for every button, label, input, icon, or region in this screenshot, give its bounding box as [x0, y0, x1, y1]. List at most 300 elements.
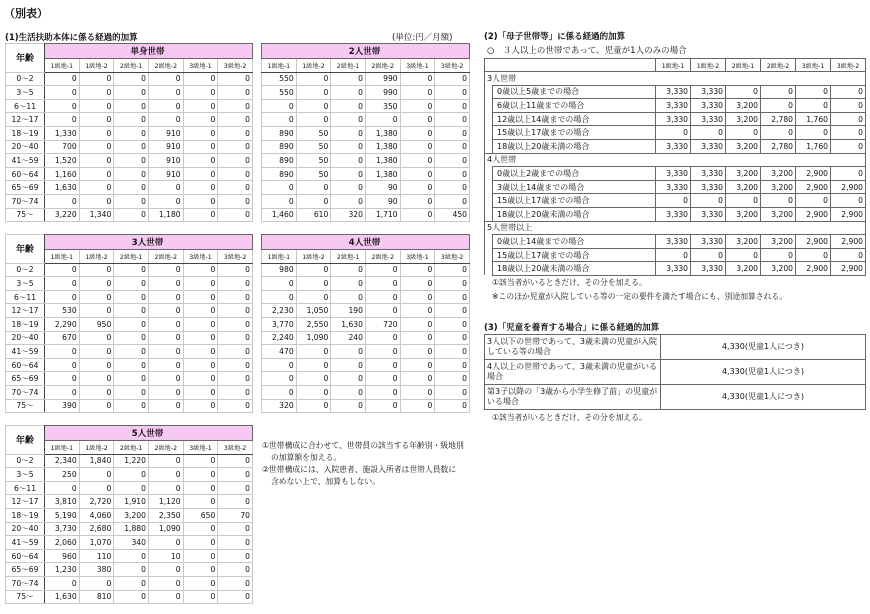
table-row	[6, 508, 253, 522]
value-cell: 0	[218, 358, 253, 372]
row-label: 18歳以上20歳未満の場合	[493, 207, 656, 221]
value-cell: 3,200	[726, 112, 761, 126]
value-cell: 2,230	[262, 304, 297, 318]
table-row	[485, 248, 866, 262]
table-row	[6, 208, 253, 222]
value-cell: 0	[148, 399, 183, 413]
table-row	[6, 399, 253, 413]
value-cell: 0	[831, 139, 866, 153]
value-cell: 0	[183, 576, 218, 590]
value-cell: 0	[262, 358, 297, 372]
value-cell: 1,340	[79, 208, 114, 222]
value-cell: 0	[218, 399, 253, 413]
value-cell: 3,330	[691, 167, 726, 181]
value-cell: 0	[183, 481, 218, 495]
table-row	[262, 317, 470, 331]
value-cell: 3,330	[691, 180, 726, 194]
value-cell: 3,330	[656, 139, 691, 153]
value-cell: 3,330	[691, 235, 726, 249]
value-cell: 0	[365, 372, 400, 386]
table-row	[262, 331, 470, 345]
value-cell: 0	[262, 99, 297, 113]
value-cell: 0	[114, 563, 149, 577]
value-cell: 2,680	[79, 522, 114, 536]
value-cell: 670	[45, 331, 80, 345]
table-row	[6, 317, 253, 331]
value-cell: 0	[218, 468, 253, 482]
value-cell: 0	[331, 99, 366, 113]
value-cell: 0	[218, 140, 253, 154]
value-cell: 0	[331, 140, 366, 154]
value-cell: 0	[183, 454, 218, 468]
indent-cell	[485, 99, 493, 113]
value-cell: 4,330(児童1人につき)	[661, 335, 866, 360]
column-header: 3級地-2	[218, 59, 253, 73]
household-header: 単身世帯	[45, 44, 253, 59]
table-row	[485, 262, 866, 276]
age-cell: 0～2	[6, 454, 45, 468]
value-cell: 2,780	[761, 139, 796, 153]
value-cell: 2,900	[796, 207, 831, 221]
value-cell: 0	[796, 194, 831, 208]
value-cell: 0	[656, 194, 691, 208]
value-cell: 0	[114, 549, 149, 563]
value-cell: 0	[218, 454, 253, 468]
value-cell: 2,060	[45, 536, 80, 550]
value-cell: 0	[148, 358, 183, 372]
value-cell: 0	[183, 208, 218, 222]
value-cell: 530	[45, 304, 80, 318]
age-cell: 6～11	[6, 99, 45, 113]
row-label: 3人以下の世帯であって、3歳未満の児童が入院している等の場合	[485, 335, 661, 360]
row-label: 6歳以上11歳までの場合	[493, 99, 656, 113]
value-cell: 0	[45, 481, 80, 495]
value-cell: 0	[114, 399, 149, 413]
value-cell: 1,880	[114, 522, 149, 536]
value-cell: 0	[331, 358, 366, 372]
value-cell: 1,180	[148, 208, 183, 222]
table-row	[485, 167, 866, 181]
value-cell: 0	[796, 99, 831, 113]
household-header: 4人世帯	[262, 235, 470, 250]
value-cell: 90	[365, 194, 400, 208]
value-cell: 0	[691, 194, 726, 208]
value-cell: 4,330(児童1人につき)	[661, 360, 866, 385]
value-cell: 0	[435, 358, 470, 372]
value-cell: 0	[79, 468, 114, 482]
value-cell: 0	[183, 181, 218, 195]
group-label: 4人世帯	[485, 153, 866, 167]
value-cell: 0	[435, 140, 470, 154]
value-cell: 2,900	[796, 262, 831, 276]
value-cell: 0	[79, 86, 114, 100]
group-row	[485, 153, 866, 167]
column-header: 1級地-2	[691, 59, 726, 72]
value-cell: 1,220	[114, 454, 149, 468]
value-cell: 0	[435, 317, 470, 331]
value-cell: 0	[114, 331, 149, 345]
value-cell: 0	[183, 399, 218, 413]
row-label: 15歳以上17歳までの場合	[493, 248, 656, 262]
value-cell: 0	[218, 345, 253, 359]
row-label: 4人以上の世帯であって、3歳未満の児童がいる場合	[485, 360, 661, 385]
value-cell: 0	[79, 99, 114, 113]
row-label: 0歳以上5歳までの場合	[493, 85, 656, 99]
value-cell: 0	[831, 99, 866, 113]
value-cell: 0	[183, 304, 218, 318]
value-cell: 0	[79, 126, 114, 140]
column-header: 1級地-1	[262, 250, 297, 264]
value-cell: 3,330	[656, 85, 691, 99]
table-row	[6, 481, 253, 495]
value-cell: 3,200	[761, 167, 796, 181]
value-cell: 2,720	[79, 495, 114, 509]
value-cell: 0	[365, 358, 400, 372]
value-cell: 700	[45, 140, 80, 154]
table-row	[262, 277, 470, 291]
section3-title: (3)「児童を養育する場合」に係る経過的加算	[484, 323, 660, 333]
value-cell: 0	[148, 590, 183, 604]
note-line: ①世帯構成に合わせて、世帯員の該当する年齢別・級地別	[262, 441, 464, 450]
value-cell: 0	[365, 263, 400, 277]
value-cell: 0	[79, 140, 114, 154]
value-cell: 0	[218, 167, 253, 181]
value-cell: 0	[183, 590, 218, 604]
value-cell: 2,350	[148, 508, 183, 522]
value-cell: 0	[183, 372, 218, 386]
value-cell: 1,380	[365, 126, 400, 140]
value-cell: 450	[435, 208, 470, 222]
value-cell: 3,200	[114, 508, 149, 522]
value-cell: 0	[726, 194, 761, 208]
value-cell: 0	[114, 167, 149, 181]
value-cell: 0	[79, 277, 114, 291]
value-cell: 250	[45, 468, 80, 482]
value-cell: 3,330	[691, 139, 726, 153]
value-cell: 0	[148, 304, 183, 318]
value-cell: 0	[183, 549, 218, 563]
value-cell: 0	[218, 72, 253, 86]
value-cell: 0	[148, 317, 183, 331]
value-cell: 0	[365, 113, 400, 127]
age-cell: 12～17	[6, 495, 45, 509]
value-cell: 950	[79, 317, 114, 331]
note-line: の加算額を加える。	[271, 453, 342, 462]
value-cell: 0	[148, 99, 183, 113]
table-row	[6, 126, 253, 140]
value-cell: 0	[183, 167, 218, 181]
value-cell: 0	[435, 154, 470, 168]
value-cell: 3,330	[656, 207, 691, 221]
age-cell: 75～	[6, 590, 45, 604]
value-cell: 0	[262, 194, 297, 208]
row-label: 18歳以上20歳未満の場合	[493, 262, 656, 276]
value-cell: 0	[183, 126, 218, 140]
age-cell: 70～74	[6, 385, 45, 399]
value-cell: 0	[45, 385, 80, 399]
value-cell: 0	[400, 345, 435, 359]
value-cell: 0	[831, 248, 866, 262]
value-cell: 3,330	[691, 99, 726, 113]
group-label: 5人世帯以上	[485, 221, 866, 235]
value-cell: 0	[691, 248, 726, 262]
value-cell: 1,090	[296, 331, 331, 345]
value-cell: 3,330	[656, 180, 691, 194]
value-cell: 0	[183, 72, 218, 86]
value-cell: 0	[365, 304, 400, 318]
value-cell: 3,330	[656, 235, 691, 249]
value-cell: 0	[400, 113, 435, 127]
column-header: 3級地-2	[218, 441, 253, 455]
column-header: 2級地-1	[331, 59, 366, 73]
value-cell: 1,760	[796, 112, 831, 126]
value-cell: 0	[761, 85, 796, 99]
value-cell: 0	[183, 522, 218, 536]
table-row	[6, 468, 253, 482]
value-cell: 3,330	[656, 167, 691, 181]
value-cell: 0	[435, 304, 470, 318]
column-header: 1級地-1	[45, 59, 80, 73]
value-cell: 50	[296, 126, 331, 140]
age-cell: 3～5	[6, 277, 45, 291]
boshi-table	[484, 58, 866, 276]
value-cell: 0	[114, 113, 149, 127]
value-cell: 0	[796, 248, 831, 262]
value-cell: 910	[148, 140, 183, 154]
column-header: 1級地-2	[296, 250, 331, 264]
age-cell: 20～40	[6, 140, 45, 154]
age-cell: 60～64	[6, 358, 45, 372]
value-cell: 0	[400, 140, 435, 154]
value-cell: 0	[148, 372, 183, 386]
value-cell: 0	[79, 72, 114, 86]
value-cell: 0	[148, 481, 183, 495]
table-row	[6, 304, 253, 318]
value-cell: 0	[183, 331, 218, 345]
section2-note-2: ※このほか児童が入院している等の一定の要件を満たす場合にも、別途加算される。	[492, 292, 788, 301]
value-cell: 0	[183, 99, 218, 113]
value-cell: 10	[148, 549, 183, 563]
value-cell: 0	[79, 358, 114, 372]
value-cell: 4,330(児童1人につき)	[661, 385, 866, 410]
column-header: 3級地-2	[831, 59, 866, 72]
table-row	[6, 522, 253, 536]
value-cell: 2,900	[831, 180, 866, 194]
table-row	[262, 167, 470, 181]
value-cell: 0	[400, 181, 435, 195]
value-cell: 0	[218, 154, 253, 168]
table-row	[262, 99, 470, 113]
value-cell: 0	[45, 277, 80, 291]
value-cell: 0	[218, 194, 253, 208]
value-cell: 0	[183, 358, 218, 372]
value-cell: 0	[331, 399, 366, 413]
value-cell: 320	[262, 399, 297, 413]
value-cell: 0	[148, 536, 183, 550]
value-cell: 910	[148, 154, 183, 168]
unit-label: (単位:円／月額)	[392, 33, 453, 43]
value-cell: 3,200	[726, 235, 761, 249]
value-cell: 0	[148, 194, 183, 208]
age-cell: 0～2	[6, 263, 45, 277]
table-row	[6, 536, 253, 550]
value-cell: 0	[114, 468, 149, 482]
age-cell: 12～17	[6, 113, 45, 127]
value-cell: 980	[262, 263, 297, 277]
value-cell: 0	[331, 277, 366, 291]
value-cell: 0	[218, 263, 253, 277]
column-header: 3級地-1	[183, 250, 218, 264]
value-cell: 0	[45, 576, 80, 590]
value-cell: 0	[45, 263, 80, 277]
indent-cell	[485, 139, 493, 153]
age-cell: 41～59	[6, 345, 45, 359]
column-header: 3級地-2	[435, 59, 470, 73]
value-cell: 910	[148, 167, 183, 181]
value-cell: 0	[400, 194, 435, 208]
value-cell: 0	[148, 576, 183, 590]
value-cell: 0	[331, 154, 366, 168]
value-cell: 0	[218, 317, 253, 331]
value-cell: 3,200	[726, 99, 761, 113]
column-header: 2級地-1	[726, 59, 761, 72]
value-cell: 470	[262, 345, 297, 359]
table-row	[6, 154, 253, 168]
value-cell: 2,900	[796, 180, 831, 194]
group-row	[485, 221, 866, 235]
value-cell: 0	[79, 263, 114, 277]
table-row	[262, 385, 470, 399]
value-cell: 0	[148, 72, 183, 86]
value-cell: 3,200	[726, 180, 761, 194]
column-header: 3級地-1	[400, 250, 435, 264]
value-cell: 0	[331, 113, 366, 127]
table-row	[262, 399, 470, 413]
section2-title: (2)「母子世帯等」に係る経過的加算	[484, 32, 626, 42]
value-cell: 1,910	[114, 495, 149, 509]
column-header: 3級地-2	[435, 250, 470, 264]
value-cell: 0	[435, 399, 470, 413]
value-cell: 0	[656, 248, 691, 262]
table-row	[6, 99, 253, 113]
value-cell: 2,900	[796, 167, 831, 181]
value-cell: 0	[365, 399, 400, 413]
table-row	[262, 181, 470, 195]
value-cell: 0	[218, 86, 253, 100]
column-header: 1級地-2	[79, 441, 114, 455]
value-cell: 0	[183, 194, 218, 208]
value-cell: 3,220	[45, 208, 80, 222]
household-table	[5, 234, 253, 413]
value-cell: 3,200	[761, 262, 796, 276]
value-cell: 0	[45, 99, 80, 113]
table-row	[262, 290, 470, 304]
value-cell: 0	[183, 317, 218, 331]
column-header: 2級地-2	[148, 59, 183, 73]
value-cell: 3,200	[761, 180, 796, 194]
table-row	[6, 290, 253, 304]
value-cell: 0	[400, 86, 435, 100]
value-cell: 890	[262, 154, 297, 168]
table-row	[6, 454, 253, 468]
table-row	[6, 563, 253, 577]
value-cell: 0	[435, 181, 470, 195]
value-cell: 0	[831, 112, 866, 126]
value-cell: 1,380	[365, 154, 400, 168]
value-cell: 1,630	[331, 317, 366, 331]
value-cell: 0	[400, 154, 435, 168]
value-cell: 2,900	[796, 235, 831, 249]
value-cell: 1,160	[45, 167, 80, 181]
value-cell: 0	[400, 167, 435, 181]
value-cell: 0	[148, 290, 183, 304]
value-cell: 0	[183, 563, 218, 577]
value-cell: 0	[114, 277, 149, 291]
value-cell: 1,760	[796, 139, 831, 153]
table-row	[6, 358, 253, 372]
table-row	[6, 72, 253, 86]
column-header: 2級地-2	[365, 250, 400, 264]
column-header: 1級地-1	[656, 59, 691, 72]
table-row	[6, 590, 253, 604]
value-cell: 50	[296, 154, 331, 168]
value-cell: 0	[296, 277, 331, 291]
row-label: 18歳以上20歳未満の場合	[493, 139, 656, 153]
value-cell: 0	[296, 99, 331, 113]
value-cell: 1,630	[45, 590, 80, 604]
value-cell: 0	[365, 385, 400, 399]
value-cell: 0	[400, 290, 435, 304]
value-cell: 0	[79, 154, 114, 168]
age-cell: 0～2	[6, 72, 45, 86]
value-cell: 0	[262, 113, 297, 127]
column-header: 2級地-1	[114, 250, 149, 264]
value-cell: 1,460	[262, 208, 297, 222]
table-row	[6, 345, 253, 359]
column-header: 1級地-2	[79, 59, 114, 73]
table-row	[6, 194, 253, 208]
household-header: 2人世帯	[262, 44, 470, 59]
value-cell: 3,200	[726, 262, 761, 276]
table-row	[262, 358, 470, 372]
value-cell: 0	[400, 385, 435, 399]
value-cell: 0	[114, 99, 149, 113]
value-cell: 0	[435, 167, 470, 181]
value-cell: 3,330	[691, 85, 726, 99]
value-cell: 0	[435, 277, 470, 291]
age-cell: 6～11	[6, 290, 45, 304]
row-label: 3歳以上14歳までの場合	[493, 180, 656, 194]
age-cell: 3～5	[6, 468, 45, 482]
table-row	[485, 85, 866, 99]
value-cell: 0	[148, 181, 183, 195]
value-cell: 1,230	[45, 563, 80, 577]
value-cell: 0	[831, 167, 866, 181]
value-cell: 3,330	[656, 262, 691, 276]
age-cell: 65～69	[6, 181, 45, 195]
value-cell: 0	[400, 277, 435, 291]
value-cell: 380	[79, 563, 114, 577]
value-cell: 0	[296, 399, 331, 413]
value-cell: 1,630	[45, 181, 80, 195]
value-cell: 0	[114, 317, 149, 331]
value-cell: 3,330	[691, 262, 726, 276]
value-cell: 1,840	[79, 454, 114, 468]
column-header: 3級地-1	[796, 59, 831, 72]
value-cell: 0	[114, 181, 149, 195]
indent-cell	[485, 180, 493, 194]
value-cell: 910	[148, 126, 183, 140]
